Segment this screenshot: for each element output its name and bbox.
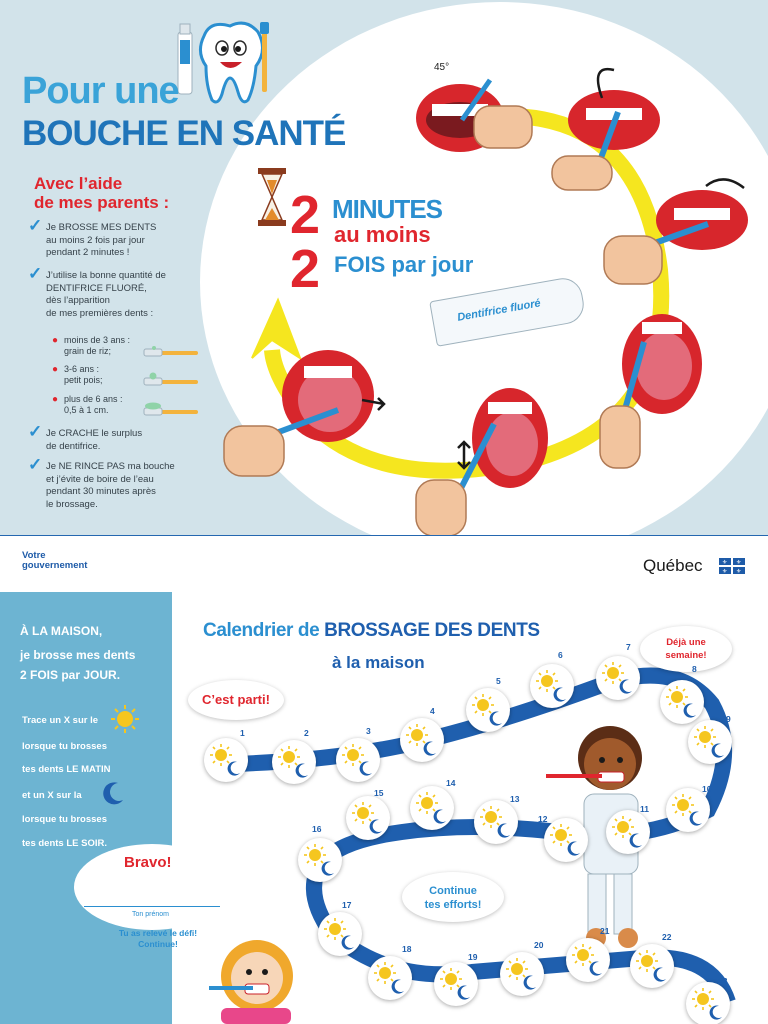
day-number: 13 (510, 794, 520, 804)
amount-line: 0,5 à 1 cm. (64, 405, 109, 415)
tip-line: au moins 2 fois par jour (46, 234, 145, 246)
side-instr-line: lorsque tu brosses (22, 741, 107, 752)
day-number: 16 (312, 824, 322, 834)
day-number: 22 (662, 932, 672, 942)
calendar-title-part2: BROSSAGE DES DENTS (324, 620, 540, 641)
day-number: 6 (558, 650, 563, 660)
day-circle-6[interactable] (530, 664, 574, 708)
day-number: 14 (446, 778, 456, 788)
poster-title-line1: Pour une (22, 70, 179, 112)
day-number: 23 (718, 976, 728, 986)
check-icon: ✓ (28, 264, 43, 283)
side-title-line1: À LA MAISON, (20, 624, 103, 638)
headline-fois-par-jour: FOIS par jour (334, 252, 474, 277)
day-circle-19[interactable] (434, 962, 478, 1006)
day-number: 9 (726, 714, 731, 724)
angle-label: 45° (434, 62, 450, 73)
day-circle-13[interactable] (474, 800, 518, 844)
side-instr-line: tes dents LE MATIN (22, 764, 111, 775)
moon-icon (368, 818, 384, 834)
tip-brush (28, 216, 157, 260)
day-number: 21 (600, 926, 610, 936)
day-circle-7[interactable] (596, 656, 640, 700)
day-number: 1 (240, 728, 245, 738)
bullet-icon: ● (52, 364, 59, 375)
amount-under-3 (52, 335, 130, 357)
gov-line2: gouvernement (22, 560, 88, 571)
amount-line: 3-6 ans : (64, 364, 100, 374)
day-circle-10[interactable] (666, 788, 710, 832)
headline-number-1: 2 (290, 185, 321, 245)
moon-icon (390, 978, 406, 994)
bullet-icon: ● (52, 394, 59, 405)
moon-icon (618, 678, 634, 694)
releve-line2: Continue! (138, 939, 178, 949)
check-icon: ✓ (28, 216, 43, 235)
toothbrush-pea-icon (142, 372, 200, 388)
week-bubble-line1: Déjà une (666, 637, 706, 648)
headline-number-2: 2 (290, 239, 321, 299)
moon-icon (652, 966, 668, 982)
tip-line: de dentifrice. (46, 440, 101, 452)
moon-icon (708, 1004, 724, 1020)
tip-line: pendant 2 minutes ! (46, 247, 130, 258)
moon-icon (432, 808, 448, 824)
amount-over-6 (52, 394, 123, 416)
day-number: 12 (538, 814, 548, 824)
continue-bubble (402, 872, 504, 922)
amount-line: petit pois; (64, 375, 103, 385)
day-circle-18[interactable] (368, 956, 412, 1000)
moon-icon (340, 934, 356, 950)
day-circle-16[interactable] (298, 838, 342, 882)
moon-icon (552, 686, 568, 702)
bullet-icon: ● (52, 335, 59, 346)
day-number: 8 (692, 664, 697, 674)
side-instr-line: et un X sur la (22, 790, 82, 801)
check-icon: ✓ (28, 455, 43, 474)
day-circle-5[interactable] (466, 688, 510, 732)
tip-line: DENTIFRICE FLUORÉ, (46, 282, 147, 294)
day-number: 3 (366, 726, 371, 736)
day-circle-4[interactable] (400, 718, 444, 762)
releve-line1: Tu as relevé le défi! (118, 928, 198, 938)
day-circle-11[interactable] (606, 810, 650, 854)
moon-icon (566, 840, 582, 856)
moon-icon (496, 822, 512, 838)
moon-icon (688, 810, 704, 826)
side-title-line3: 2 FOIS par JOUR. (20, 668, 121, 682)
tip-line: dès l’apparition (46, 295, 110, 306)
day-circle-17[interactable] (318, 912, 362, 956)
amount-3-6 (52, 364, 103, 386)
day-circle-8[interactable] (660, 680, 704, 724)
quebec-flag-icon (719, 558, 745, 574)
week-bubble-line2: semaine! (665, 650, 707, 661)
tip-line: J’utilise la bonne quantité de (46, 270, 166, 281)
moon-icon (710, 742, 726, 758)
day-circle-20[interactable] (500, 952, 544, 996)
moon-icon (488, 710, 504, 726)
day-number: 20 (534, 940, 544, 950)
moon-icon (682, 702, 698, 718)
day-circle-3[interactable] (336, 738, 380, 782)
tip-toothpaste (28, 264, 166, 320)
mouth-inner-icon (600, 314, 702, 468)
day-number: 11 (640, 804, 649, 814)
day-number: 2 (304, 728, 309, 738)
calendar-title-part1: Calendrier de (203, 620, 325, 641)
tip-line: pendant 30 minutes après (46, 486, 156, 497)
moon-icon (456, 984, 472, 1000)
moon-icon (588, 960, 604, 976)
side-instr-line: tes dents LE SOIR. (22, 838, 107, 849)
day-number: 17 (342, 900, 352, 910)
mouth-angle-45-icon (416, 62, 532, 152)
day-circle-15[interactable] (346, 796, 390, 840)
amount-line: grain de riz; (64, 346, 112, 356)
toothbrush-cm-icon (142, 402, 200, 418)
mouth-upper-side-icon (604, 179, 748, 284)
day-circle-9[interactable] (688, 720, 732, 764)
subtitle-line2: de mes parents : (34, 193, 170, 212)
day-number: 15 (374, 788, 384, 798)
day-number: 10 (702, 784, 712, 794)
side-instr-line: Trace un X sur le (22, 715, 99, 726)
subtitle-line1: Avec l’aide (34, 174, 123, 193)
check-icon: ✓ (28, 422, 43, 441)
brushing-calendar (0, 592, 768, 1024)
name-field-label: Ton prénom (132, 911, 169, 918)
moon-icon (628, 832, 644, 848)
amount-line: moins de 3 ans : (64, 335, 131, 345)
side-title-line2: je brosse mes dents (20, 648, 136, 662)
hourglass-icon (258, 168, 286, 226)
tip-line: Je CRACHE le surplus (46, 428, 143, 439)
poster-title-line2: BOUCHE EN SANTÉ (22, 114, 346, 153)
day-circle-21[interactable] (566, 938, 610, 982)
tip-line: de mes premières dents : (46, 307, 154, 319)
mouth-bottom-icon (416, 388, 548, 536)
tip-spit (28, 422, 143, 453)
bravo-label: Bravo! (124, 854, 172, 871)
tip-line: et j’évite de boire de l’eau (46, 473, 154, 485)
day-circle-2[interactable] (272, 740, 316, 784)
day-circle-23[interactable] (686, 982, 730, 1024)
side-instr-line: lorsque tu brosses (22, 814, 107, 825)
tip-line: le brossage. (46, 498, 98, 510)
start-bubble: C’est parti! (188, 680, 284, 720)
continue-bubble-line2: tes efforts! (424, 899, 482, 911)
tube-label: Dentifrice fluoré (456, 297, 542, 324)
day-circle-22[interactable] (630, 944, 674, 988)
moon-icon (100, 780, 126, 806)
tip-no-rinse (28, 455, 175, 511)
day-number: 5 (496, 676, 501, 686)
moon-icon (422, 740, 438, 756)
footer-line (0, 535, 768, 536)
moon-icon (294, 762, 310, 778)
gov-logo (22, 551, 87, 571)
parents-subtitle (34, 174, 169, 212)
moon-icon (358, 760, 374, 776)
day-number: 4 (430, 706, 435, 716)
sun-icon (110, 704, 140, 734)
svg-text:⚜: ⚜ (722, 569, 728, 574)
day-circle-12[interactable] (544, 818, 588, 862)
amount-line: plus de 6 ans : (64, 394, 123, 404)
moon-icon (522, 974, 538, 990)
svg-text:⚜: ⚜ (736, 569, 742, 574)
tip-line: Je NE RINCE PAS ma bouche (46, 461, 175, 472)
moon-icon (320, 860, 336, 876)
svg-text:⚜: ⚜ (736, 560, 742, 566)
day-circle-1[interactable] (204, 738, 248, 782)
week-bubble (640, 626, 732, 672)
calendar-subtitle: à la maison (332, 653, 425, 672)
toothbrush-rice-icon (142, 343, 200, 359)
tip-line: Je BROSSE MES DENTS (46, 222, 157, 233)
headline-au-moins: au moins (334, 222, 431, 247)
day-circle-14[interactable] (410, 786, 454, 830)
continue-bubble-line1: Continue (429, 885, 477, 897)
quebec-wordmark: Québec (643, 556, 703, 575)
day-number: 19 (468, 952, 478, 962)
calendar-title (203, 620, 540, 642)
day-number: 7 (626, 642, 631, 652)
gov-line1: Votre (22, 550, 46, 561)
day-number: 18 (402, 944, 412, 954)
moon-icon (226, 760, 242, 776)
svg-text:⚜: ⚜ (722, 560, 728, 566)
headline-minutes: MINUTES (332, 194, 442, 224)
